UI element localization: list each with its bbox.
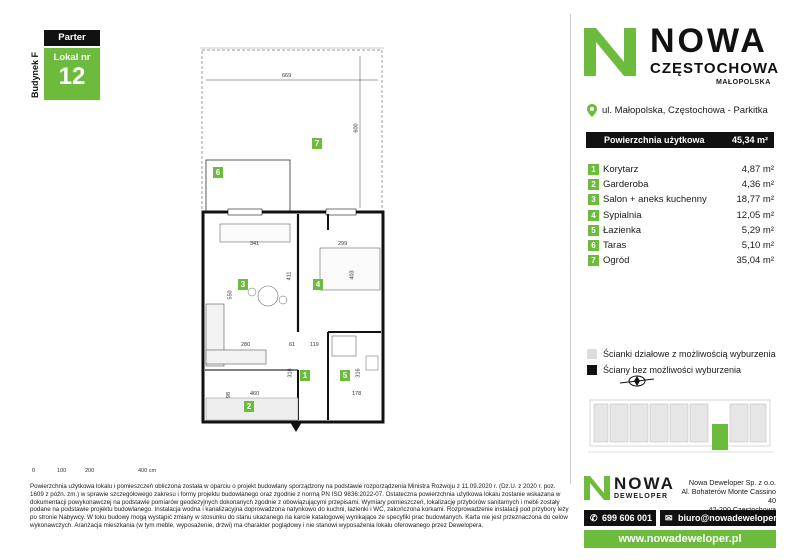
room-row <box>588 239 774 253</box>
plan-room-7: 7 <box>312 138 322 149</box>
dim-178: 178 <box>352 391 362 397</box>
summary-bar <box>586 132 774 148</box>
room-number: 5 <box>588 225 599 236</box>
window-salon <box>228 209 262 215</box>
address: ul. Małopolska, Częstochowa - Parkitka <box>602 105 768 116</box>
dim-299: 299 <box>338 241 348 247</box>
legend-light-label: Ścianki działowe z możliwością wyburzenia <box>603 349 776 359</box>
site-plan <box>584 390 780 462</box>
plan-room-5: 5 <box>340 370 350 381</box>
email-address[interactable]: biuro@nowadeweloper.pl <box>678 513 787 523</box>
room-area: 4,87 m² <box>741 164 774 175</box>
room-name: Garderoba <box>603 179 649 191</box>
plan-room-1: 1 <box>300 370 310 381</box>
email-box[interactable] <box>660 510 787 526</box>
room-area: 4,36 m² <box>741 179 774 191</box>
room-number: 4 <box>588 210 599 221</box>
divider <box>570 14 571 484</box>
phone-icon: ✆ <box>590 513 598 523</box>
plan-room-6: 6 <box>213 167 223 178</box>
developer-address <box>672 478 776 514</box>
room-name: Ogród <box>603 255 630 267</box>
room-name: Korytarz <box>603 164 639 175</box>
chair <box>248 288 256 296</box>
room-number: 3 <box>588 194 599 205</box>
dim-600: 600 <box>353 123 360 133</box>
summary-label: Powierzchnia użytkowa <box>604 135 705 145</box>
phone-box[interactable] <box>584 510 656 526</box>
room-area: 5,29 m² <box>741 224 774 236</box>
room-name: Sypialnia <box>603 209 642 221</box>
dim-341: 341 <box>250 241 260 247</box>
unit-label: Lokal nr <box>53 52 91 63</box>
location-pin-icon <box>587 104 597 117</box>
dim-119: 119 <box>310 342 319 348</box>
legend-light-swatch <box>587 349 597 359</box>
plan-room-3: 3 <box>238 279 248 290</box>
phone-number[interactable]: 699 606 001 <box>602 513 653 523</box>
developer-name-top: NOWA <box>614 474 675 493</box>
developer-street: Al. Bohaterów Monte Cassino 40 <box>681 487 776 505</box>
plan-room-2: 2 <box>244 401 254 412</box>
room-area: 18,77 m² <box>736 194 774 206</box>
website-link[interactable]: www.nowadeweloper.pl <box>584 530 776 548</box>
brand-name-bottom: CZĘSTOCHOWA <box>650 60 780 77</box>
scale-200: 200 <box>85 468 95 474</box>
room-name: Taras <box>603 240 627 251</box>
dim-318: 318 <box>287 368 294 378</box>
dim-280: 280 <box>241 342 251 348</box>
entrance-arrow <box>290 422 302 432</box>
plan-room-4: 4 <box>313 279 323 290</box>
dim-411: 411 <box>286 271 293 281</box>
window-bedroom <box>326 209 356 215</box>
brand-logo-icon <box>584 28 636 76</box>
dim-98: 98 <box>226 391 233 399</box>
room-area: 12,05 m² <box>736 209 774 221</box>
sofa <box>220 224 290 242</box>
summary-value: 45,34 m² <box>731 135 768 145</box>
scale-100: 100 <box>57 468 67 474</box>
developer-name-bottom: DEWELOPER <box>614 493 669 500</box>
chair <box>279 296 287 304</box>
bathtub <box>332 336 356 356</box>
room-number: 7 <box>588 255 599 266</box>
developer-company: Nowa Deweloper Sp. z o.o. <box>688 478 776 487</box>
scale-0: 0 <box>32 468 36 474</box>
compass-icon <box>620 374 654 388</box>
dim-669: 669 <box>282 73 292 79</box>
dining-table <box>258 286 278 306</box>
room-area: 35,04 m² <box>736 255 774 267</box>
room-row <box>588 193 774 207</box>
dim-403: 403 <box>349 270 356 280</box>
sink <box>366 356 378 370</box>
room-row <box>588 178 774 192</box>
brand-region: MAŁOPOLSKA <box>716 79 771 86</box>
dim-460: 460 <box>250 391 260 397</box>
room-number: 1 <box>588 164 599 175</box>
room-name: Salon + aneks kuchenny <box>603 194 707 206</box>
dim-61: 61 <box>289 342 296 348</box>
kitchen-counter-bottom <box>206 350 266 364</box>
room-row <box>588 254 774 268</box>
brand-name-top: NOWA <box>650 22 768 60</box>
disclaimer: Powierzchnia użytkowa lokalu i pomieszczeń obliczona została w oparciu o projekt budowlany sporządzony na podstawie rozporządzenia Ministra Rozwoju z 11.09.2020 r. (Dz.U. z 2020 r. poz. 1609 z późn. zm.) w sprawie szczegółowego zakresu i formy projektu budowlanego oraz zgodnie z normą PN ISO 9836:2022-07. Ostateczna powierzchnia użytkowa lokalu zostanie wskazana w dokumentacji powykonawczej na podstawie pomiarów geodezyjnych dokonanych zgodnie z obowiązującymi przepisami. Wymiary pomieszczeń, lokalizację przyborów sanitarnych i mebli zostały podane na podstawie projektu budowlanego. Instalacja wodna i kanalizacyjna doprowadzona natynkowo do kuchni, łazienki i WC, zakończona korkami. Rozprowadzenie instalacji pod przybory leży po stronie Nabywcy. W toku budowy mogą wystąpić zmiany w stosunku do stanu ukazanego na karcie katalogowej wynikające ze specyfiki prac budowlanych. Karta nie jest przeznaczona do celów wykonawczych. Aranżacja mieszkania (w tym meble, wyposażenie, drzwi) ma charakter poglądowy i nie stanowi wyposażenia lokalu oferowanego przez Dewelopera. <box>30 483 569 529</box>
dim-316: 316 <box>355 368 362 378</box>
scale-400: 400 cm <box>138 468 157 474</box>
dim-550: 550 <box>227 290 234 300</box>
room-row <box>588 163 774 177</box>
site-unit-highlight <box>712 424 728 450</box>
room-area: 5,10 m² <box>741 240 774 251</box>
room-name: Łazienka <box>603 224 642 236</box>
room-number: 6 <box>588 240 599 251</box>
room-row <box>588 209 774 223</box>
room-row <box>588 224 774 238</box>
legend-dark-label: Ściany bez możliwości wyburzenia <box>603 365 742 375</box>
developer-logo-icon <box>584 476 610 500</box>
mail-icon: ✉ <box>665 513 673 523</box>
bed <box>320 248 380 290</box>
floor-label: Parter <box>44 30 100 46</box>
room-number: 2 <box>588 179 599 190</box>
building-label: Budynek F <box>30 51 40 98</box>
legend-dark-swatch <box>587 365 597 375</box>
unit-number: 12 <box>58 63 86 90</box>
